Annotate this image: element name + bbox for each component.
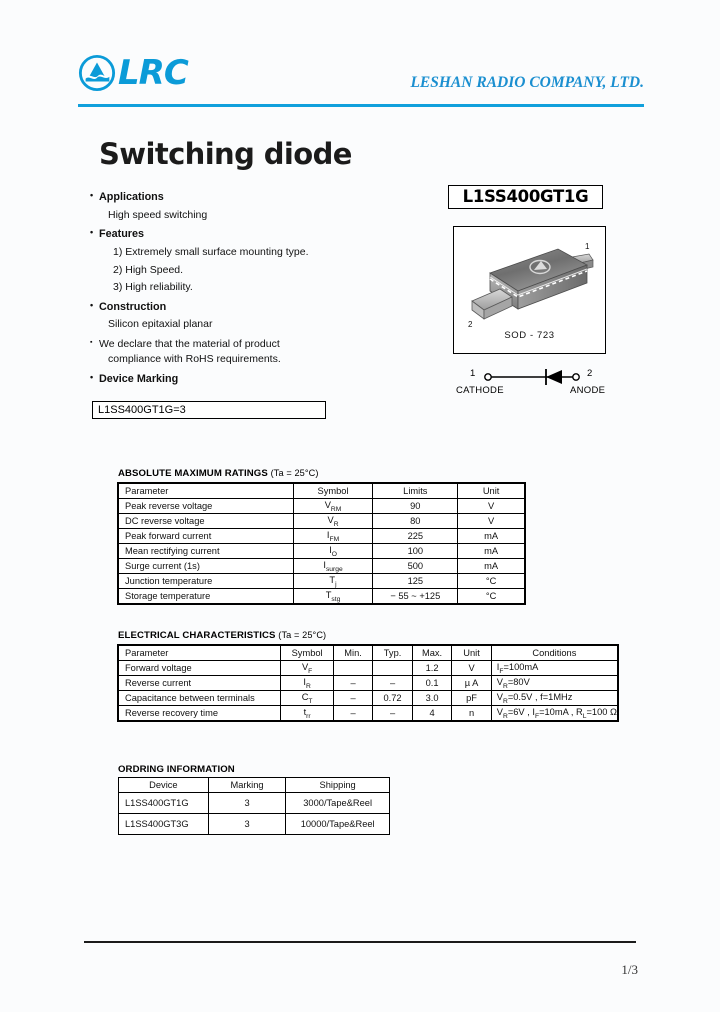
cell-unit: mA (458, 544, 525, 559)
table-row (119, 706, 618, 721)
cell-typ: – (373, 676, 412, 691)
cell-min: – (333, 691, 372, 706)
table-row (119, 793, 390, 814)
applications-text: High speed switching (108, 208, 208, 221)
cell-symbol: $C_T$ (281, 691, 333, 706)
rohs-statement-line2: compliance with RoHS requirements. (108, 353, 281, 366)
electrical-characteristics-title (118, 630, 326, 641)
cell-max: 4 (412, 706, 452, 721)
cell-symbol: $T_{stg}$ (293, 589, 373, 604)
column-header-conditions: Conditions (491, 646, 617, 661)
cell-max: 1.2 (412, 661, 452, 676)
pin1-number: 1 (470, 368, 476, 379)
column-header-unit: Unit (452, 646, 491, 661)
cell-parameter: Capacitance between terminals (119, 691, 281, 706)
cell-conditions: $V_R=80V$ (491, 676, 617, 691)
page-title: Switching diode (99, 137, 352, 171)
cell-symbol: $V_R$ (293, 514, 373, 529)
header-divider (78, 104, 644, 107)
table-row (119, 514, 525, 529)
cell-unit: V (458, 499, 525, 514)
cell-parameter: DC reverse voltage (119, 514, 294, 529)
column-header-parameter: Parameter (119, 484, 294, 499)
table-row (119, 691, 618, 706)
package-name-label: SOD - 723 (504, 330, 555, 341)
cell-unit: V (452, 661, 491, 676)
cell-symbol: $I_{FM}$ (293, 529, 373, 544)
applications-heading: • Applications (99, 192, 399, 203)
table-row (119, 544, 525, 559)
cell-typ: 0.72 (373, 691, 412, 706)
cell-max: 0.1 (412, 676, 452, 691)
svg-text:1: 1 (585, 242, 590, 251)
cell-device: L1SS400GT1G (119, 793, 209, 814)
cell-marking: 3 (208, 793, 286, 814)
table-header-row (119, 646, 618, 661)
table-header-row (119, 778, 390, 793)
specifications-list (99, 192, 399, 385)
lrc-logo (78, 54, 188, 92)
cell-shipping: 3000/Tape&Reel (286, 793, 390, 814)
cell-symbol: $T_j$ (293, 574, 373, 589)
cell-min: – (333, 706, 372, 721)
cell-shipping: 10000/Tape&Reel (286, 814, 390, 835)
cell-symbol: $V_{RM}$ (293, 499, 373, 514)
cell-limits: 100 (373, 544, 458, 559)
cell-parameter: Reverse current (119, 676, 281, 691)
column-header-limits: Limits (373, 484, 458, 499)
cell-limits: 80 (373, 514, 458, 529)
cell-typ (373, 661, 412, 676)
cell-parameter: Peak forward current (119, 529, 294, 544)
feature-item: 1) Extremely small surface mounting type. (113, 246, 309, 259)
table-row (119, 676, 618, 691)
abs-max-ratings-title (118, 468, 319, 479)
cell-min: – (333, 676, 372, 691)
elec-title-text: ELECTRICAL CHARACTERISTICS (118, 630, 276, 641)
column-header-max: Max. (412, 646, 452, 661)
cell-marking: 3 (208, 814, 286, 835)
column-header-min: Min. (333, 646, 372, 661)
cell-conditions: $V_R=6V$ , $I_F=10mA$ , $R_L=100$ Ω (491, 706, 617, 721)
cell-min (333, 661, 372, 676)
cell-conditions: $I_F=100mA$ (491, 661, 617, 676)
abs-max-ratings-table (118, 483, 525, 604)
abs-max-title-condition: (Ta = 25°C) (270, 468, 319, 478)
pin2-name: ANODE (570, 385, 606, 396)
footer-divider (84, 941, 636, 943)
logo-wordmark: LRC (118, 53, 188, 93)
features-heading: • Features (99, 229, 399, 240)
page-number: 1/3 (621, 962, 638, 977)
diode-symbol (440, 368, 630, 406)
table-header-row (119, 484, 525, 499)
cell-limits: − 55 ~ +125 (373, 589, 458, 604)
column-header-symbol: Symbol (281, 646, 333, 661)
table-row (119, 574, 525, 589)
cell-unit: n (452, 706, 491, 721)
cell-typ: – (373, 706, 412, 721)
table-row (119, 589, 525, 604)
ordering-information-table (118, 777, 390, 835)
cell-symbol: $I_R$ (281, 676, 333, 691)
feature-item: 3) High reliability. (113, 281, 193, 294)
part-number-box: L1SS400GT1G (448, 185, 603, 209)
cell-symbol: $V_F$ (281, 661, 333, 676)
ordering-information-title: ORDRING INFORMATION (118, 764, 235, 775)
pin2-number: 2 (587, 368, 593, 379)
construction-heading: • Construction (99, 302, 399, 313)
cell-limits: 500 (373, 559, 458, 574)
table-row (119, 499, 525, 514)
page-header (78, 52, 644, 108)
column-header-parameter: Parameter (119, 646, 281, 661)
pin1-name: CATHODE (456, 385, 504, 396)
cell-max: 3.0 (412, 691, 452, 706)
cell-unit: °C (458, 574, 525, 589)
package-illustration (453, 226, 606, 354)
cell-unit: V (458, 514, 525, 529)
table-row (119, 559, 525, 574)
cell-unit: mA (458, 559, 525, 574)
elec-title-condition: (Ta = 25°C) (278, 630, 327, 640)
column-header-typ: Typ. (373, 646, 412, 661)
cell-unit: pF (452, 691, 491, 706)
cell-parameter: Surge current (1s) (119, 559, 294, 574)
rohs-statement-line1: ▪ We declare that the material of product (99, 339, 399, 350)
device-marking-heading: • Device Marking (99, 374, 399, 385)
cell-unit: µ A (452, 676, 491, 691)
cell-unit: mA (458, 529, 525, 544)
table-row (119, 661, 618, 676)
cell-limits: 125 (373, 574, 458, 589)
feature-item: 2) High Speed. (113, 263, 184, 276)
electrical-characteristics-table (118, 645, 618, 721)
cell-symbol: $t_{rr}$ (281, 706, 333, 721)
cell-parameter: Mean rectifying current (119, 544, 294, 559)
device-marking-value: L1SS400GT1G=3 (92, 401, 326, 419)
column-header-unit: Unit (458, 484, 525, 499)
column-header-shipping: Shipping (286, 778, 390, 793)
lrc-circle-logo-icon (78, 54, 116, 92)
abs-max-title-text: ABSOLUTE MAXIMUM RATINGS (118, 468, 268, 479)
column-header-symbol: Symbol (293, 484, 373, 499)
cell-unit: °C (458, 589, 525, 604)
svg-text:2: 2 (468, 320, 473, 329)
cell-parameter: Storage temperature (119, 589, 294, 604)
cell-parameter: Peak reverse voltage (119, 499, 294, 514)
cell-limits: 90 (373, 499, 458, 514)
company-name: LESHAN RADIO COMPANY, LTD. (410, 74, 644, 91)
cell-conditions: $V_R=0.5V$ , f=1MHz (491, 691, 617, 706)
cell-parameter: Junction temperature (119, 574, 294, 589)
table-row (119, 814, 390, 835)
column-header-marking: Marking (208, 778, 286, 793)
cell-limits: 225 (373, 529, 458, 544)
table-row (119, 529, 525, 544)
cell-parameter: Reverse recovery time (119, 706, 281, 721)
column-header-device: Device (119, 778, 209, 793)
cell-symbol: $I_{surge}$ (293, 559, 373, 574)
cell-parameter: Forward voltage (119, 661, 281, 676)
construction-text: Silicon epitaxial planar (108, 318, 213, 331)
cell-symbol: $I_O$ (293, 544, 373, 559)
cell-device: L1SS400GT3G (119, 814, 209, 835)
